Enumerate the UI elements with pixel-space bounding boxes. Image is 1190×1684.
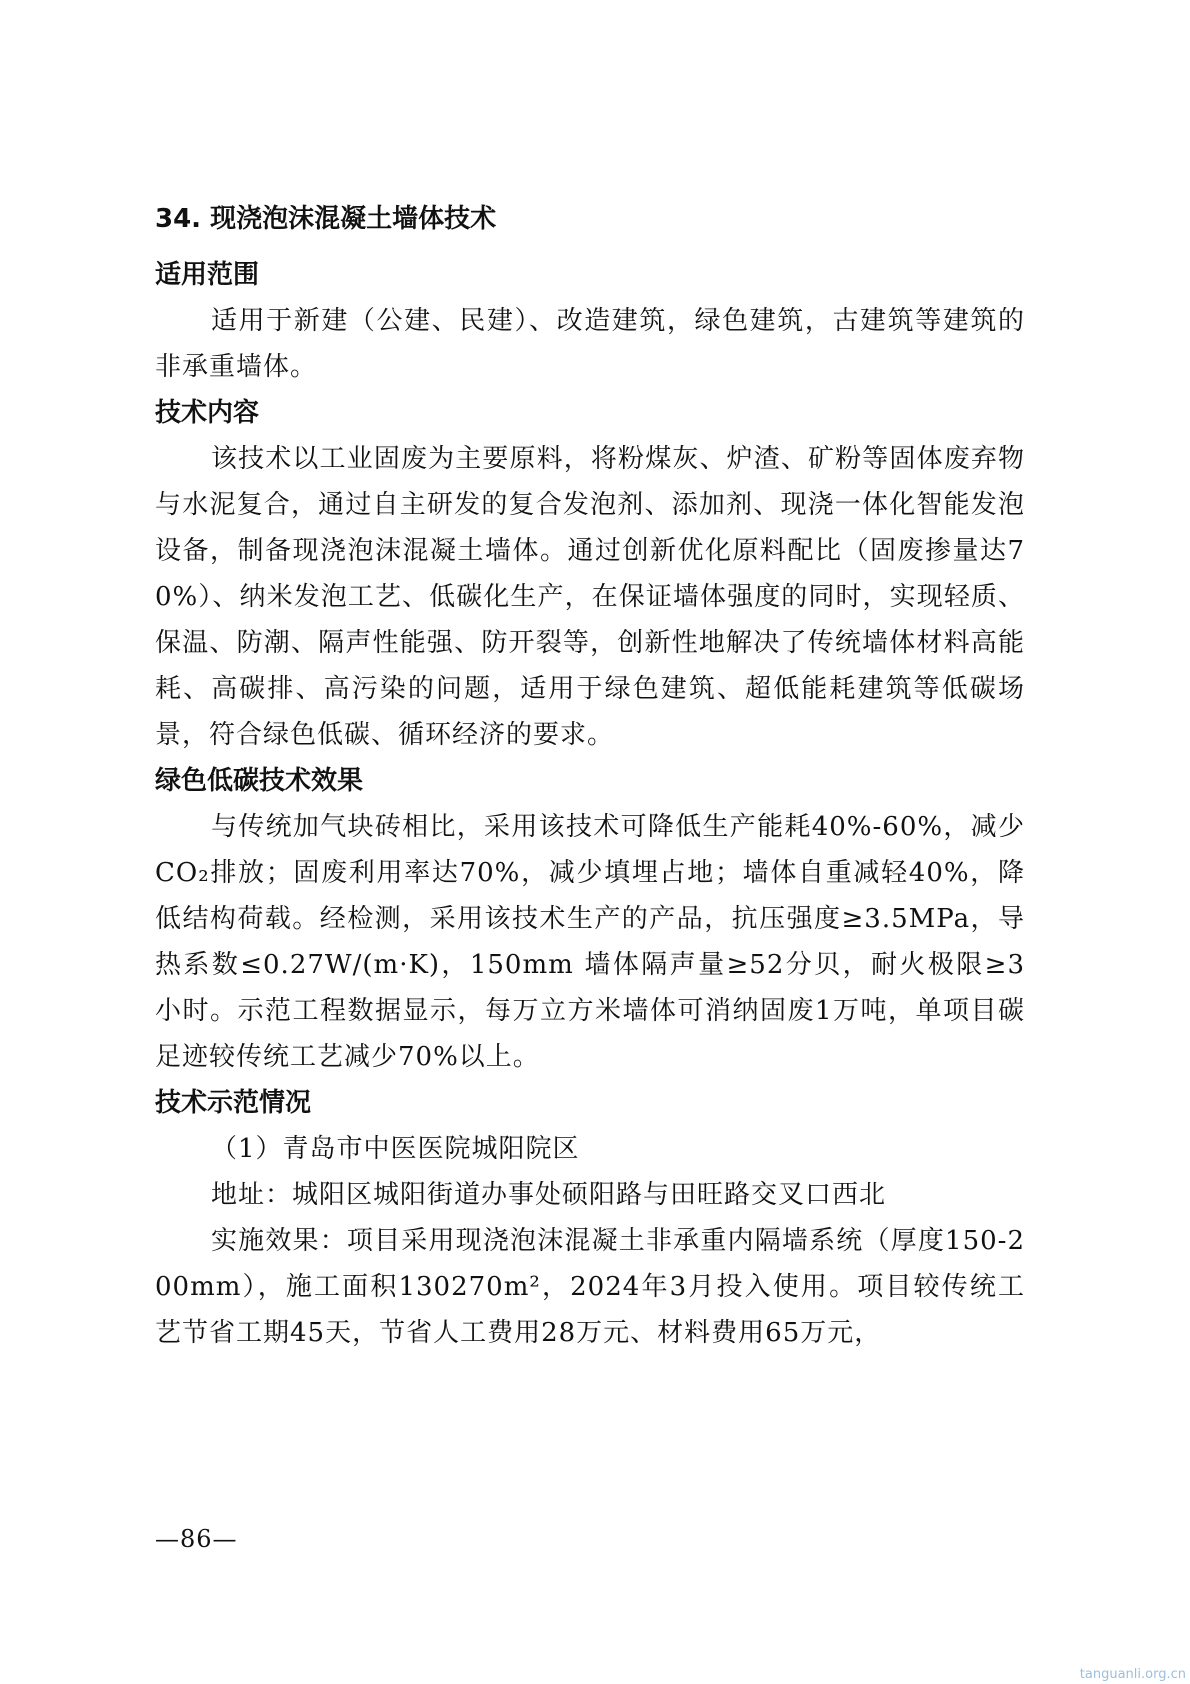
section-content (155, 390, 1025, 758)
section-scope (155, 252, 1025, 390)
watermark: tanguanli.org.cn (1079, 1667, 1186, 1682)
paragraph: 与传统加气块砖相比，采用该技术可降低生产能耗40%-60%，减少 CO₂排放；固废利用率达70%，减少填埋占地；墙体自重减轻40%，降低结构荷载。经检测，采用该技术生产的产品，抗压强度≥3.5MPa，导热系数≤0.27W/(m·K)，150mm 墙体隔声量≥52分贝，耐火极限≥3小时。示范工程数据显示，每万立方米墙体可消纳固废1万吨，单项目碳足迹较传统工艺减少70%以上。 (155, 812, 1025, 1072)
case-address: 地址：城阳区城阳街道办事处硕阳路与田旺路交叉口西北 (211, 1180, 887, 1210)
section-heading: 技术内容 (155, 398, 260, 428)
section-heading: 适用范围 (155, 260, 260, 290)
section-demonstration (155, 1080, 1025, 1356)
section-effect (155, 758, 1025, 1080)
section-heading: 绿色低碳技术效果 (155, 766, 364, 796)
case-title: （1）青岛市中医医院城阳院区 (211, 1134, 580, 1164)
paragraph: 适用于新建（公建、民建）、改造建筑，绿色建筑，古建筑等建筑的非承重墙体。 (155, 306, 1025, 382)
document-title: 34. 现浇泡沫混凝土墙体技术 (155, 204, 497, 234)
paragraph: 该技术以工业固废为主要原料，将粉煤灰、炉渣、矿粉等固体废弃物与水泥复合，通过自主研发的复合发泡剂、添加剂、现浇一体化智能发泡设备，制备现浇泡沫混凝土墙体。通过创新优化原料配比（固废掺量达70%）、纳米发泡工艺、低碳化生产，在保证墙体强度的同时，实现轻质、保温、防潮、隔声性能强、防开裂等，创新性地解决了传统墙体材料高能耗、高碳排、高污染的问题，适用于绿色建筑、超低能耗建筑等低碳场景，符合绿色低碳、循环经济的要求。 (155, 444, 1025, 750)
section-heading: 技术示范情况 (155, 1088, 312, 1118)
document-body (155, 196, 1025, 1356)
case-effect: 实施效果：项目采用现浇泡沫混凝土非承重内隔墙系统（厚度150-200mm），施工面积130270m²，2024年3月投入使用。项目较传统工艺节省工期45天，节省人工费用28万元、材料费用65万元， (155, 1226, 1025, 1348)
page-number: —86— (155, 1525, 238, 1553)
